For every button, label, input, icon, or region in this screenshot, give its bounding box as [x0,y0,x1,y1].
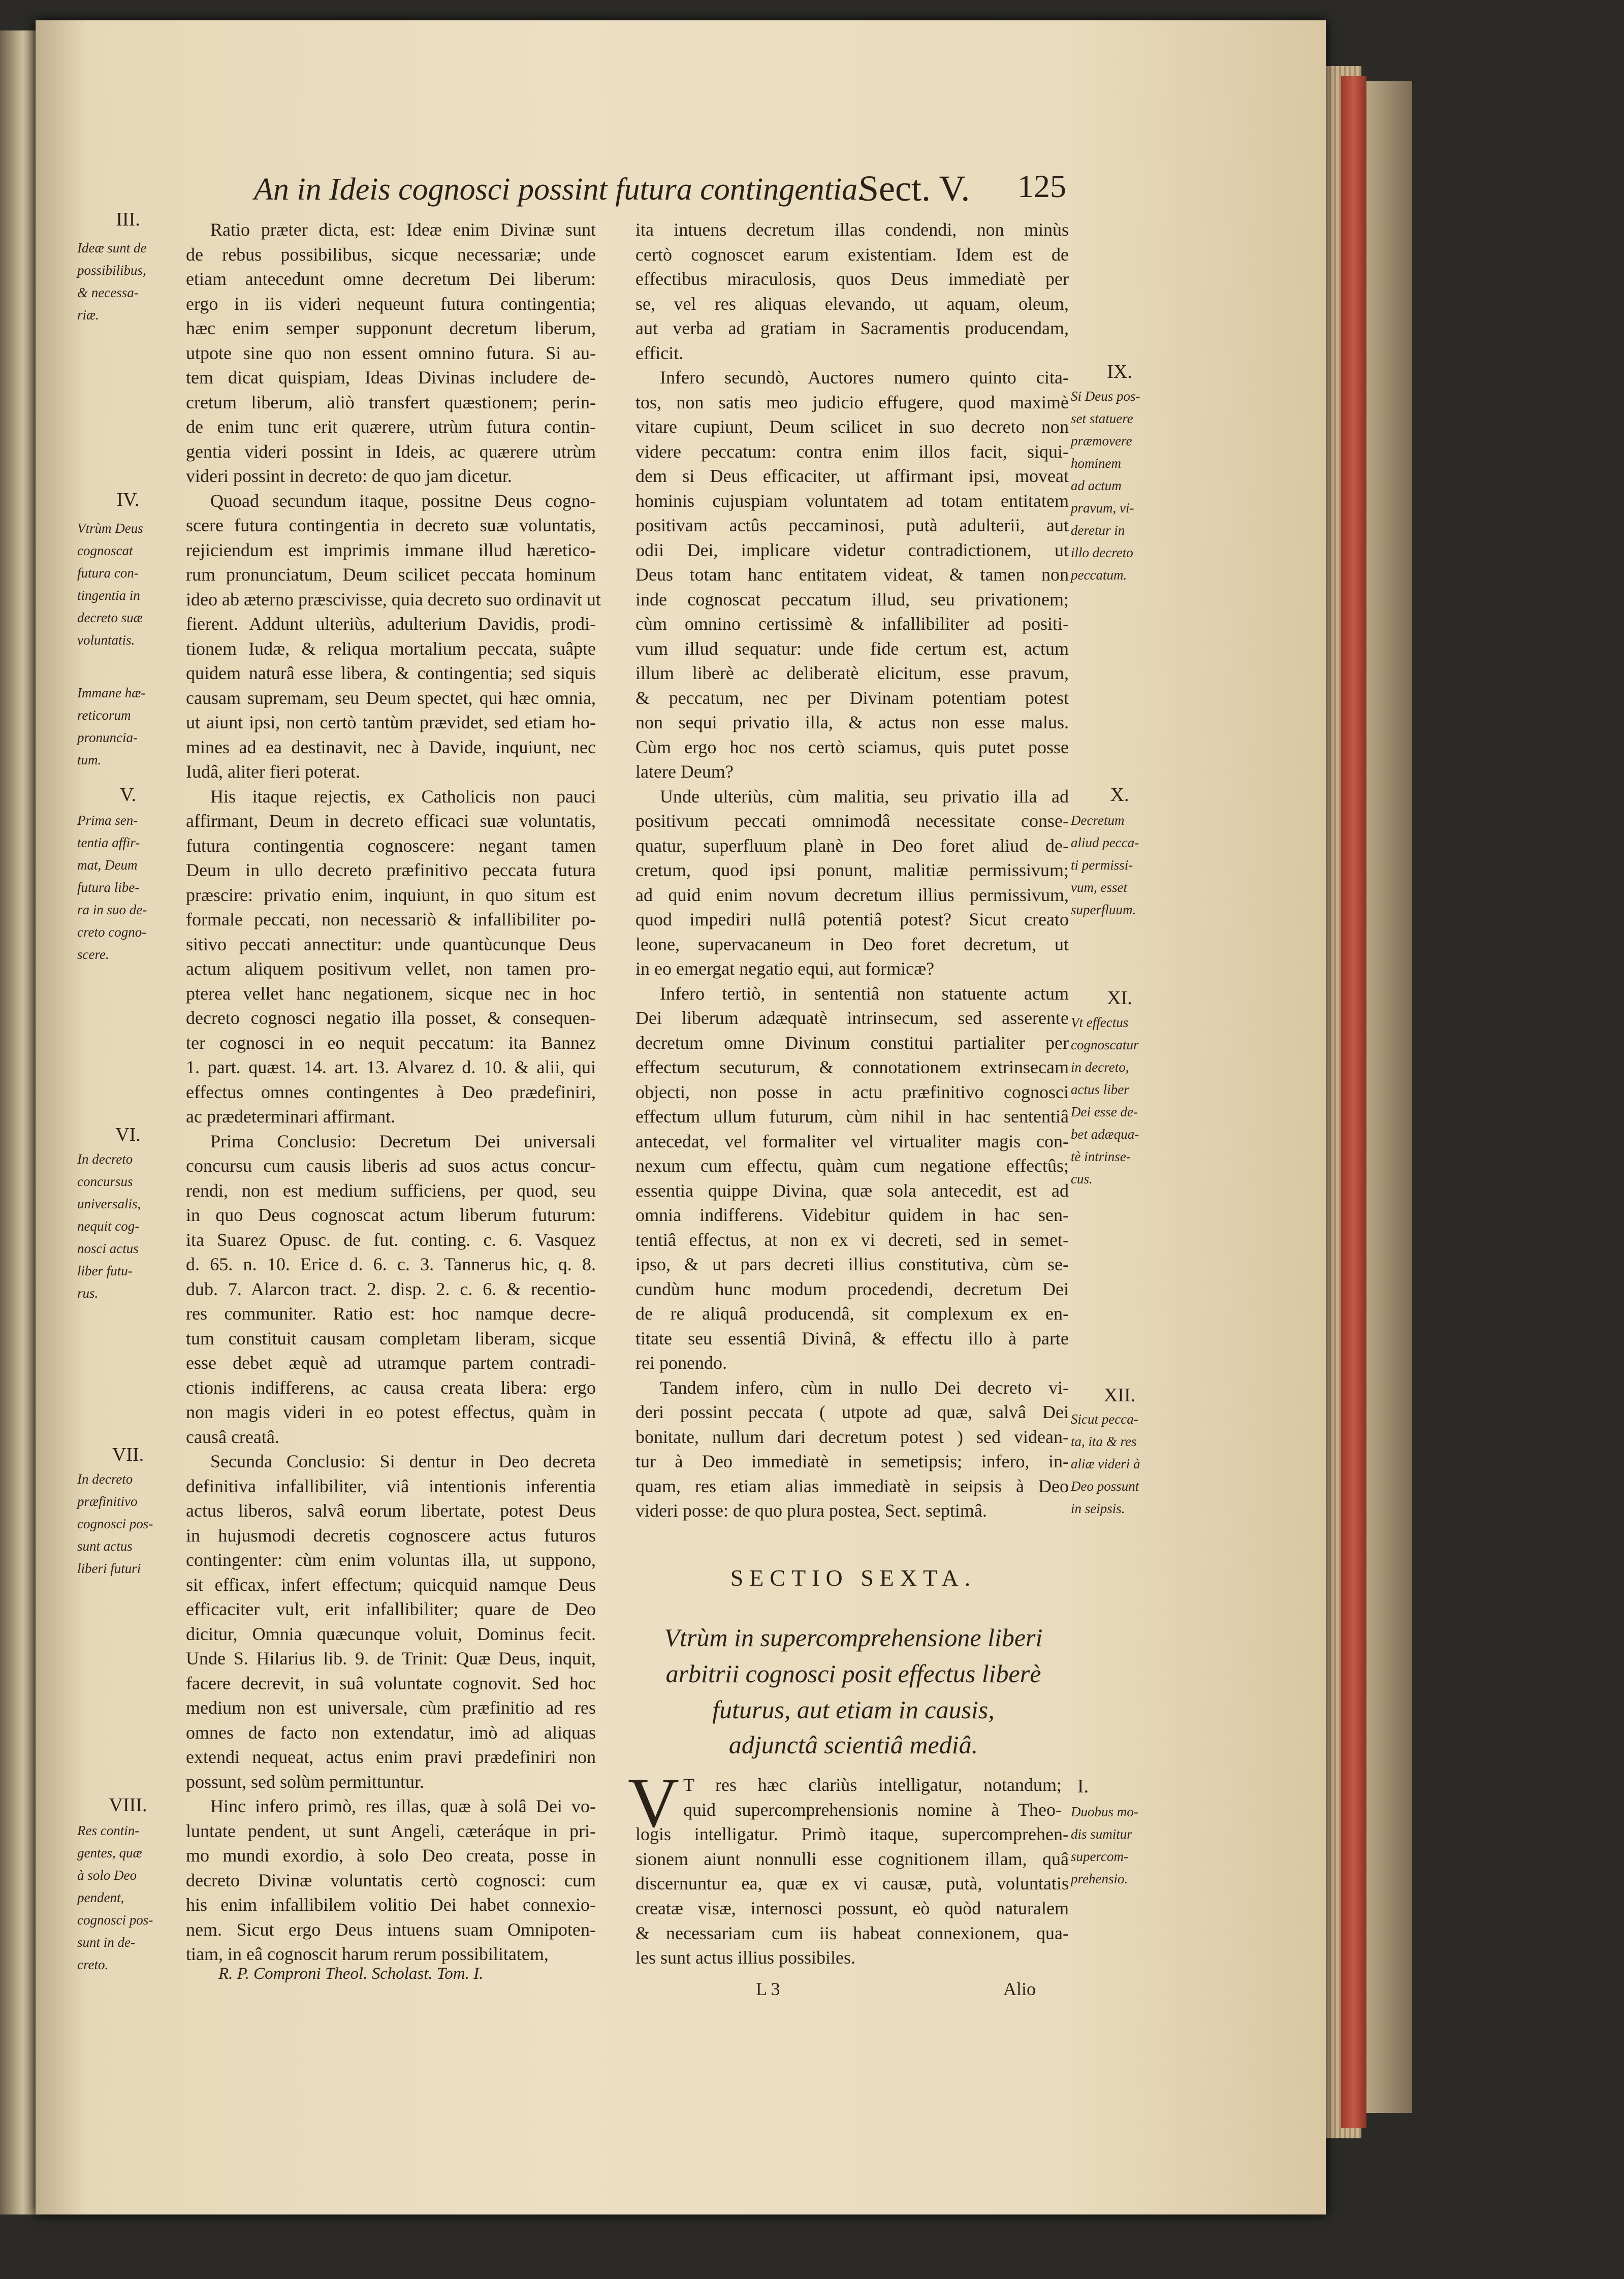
text-line: nexum cum effectu, quàm cum negatione effectûs; [635,1155,1069,1176]
text-line: ergo in iis videri nequeunt futura contingentia; [186,293,596,314]
margin-note-line: illo decreto [1071,545,1133,560]
text-line: tionem Iudæ, & reliqua mortalium peccata, suâpte [186,638,596,659]
margin-note-line: Si Deus pos- [1071,389,1140,404]
text-line: vitare cupiunt, Deum scilicet in suo decreto non [635,416,1069,437]
text-line: cundùm hunc modum procedendi, decretum Dei [635,1278,1069,1299]
margin-note-line: voluntatis. [77,632,135,648]
margin-note-line: cognosci pos- [77,1912,153,1928]
margin-note-line: tentia affir- [77,835,140,850]
margin-note-line: In decreto [77,1151,133,1167]
text-line: vum illud sequatur: unde fide certum est, actum [635,638,1069,659]
text-line: in hujusmodi decretis cognoscere actus futuros [186,1525,596,1546]
margin-note-line: deretur in [1071,523,1125,538]
margin-note-line: futura con- [77,565,139,581]
margin-note-line: mat, Deum [77,857,138,873]
margin-note-line: prehensio. [1071,1871,1128,1886]
text-line: non sequi privatio illa, & actus non esse malus. [635,712,1069,732]
text-line: sitivo peccati annectitur: unde quantùcunque Deus [186,934,596,954]
margin-note-line: creto cogno- [77,924,147,940]
text-line: possunt, sed solùm permittuntur. [186,1771,425,1792]
margin-note-line: liberi futuri [77,1561,141,1576]
text-line: tentiâ effectus, at non ex vi decreti, sed in semet- [635,1229,1069,1250]
text-line: titate seu essentiâ Divinâ, & effectu illo à parte [635,1328,1069,1349]
text-line: Quoad secundum itaque, possitne Deus cogno- [210,490,596,511]
text-line: objecti, non posse in actu præfinitivo cognosci [635,1081,1069,1102]
margin-note-line: creto. [77,1957,109,1972]
margin-note-line: pronuncia- [77,730,138,745]
text-line: videri posse: de quo plura postea, Sect. septimâ. [635,1500,987,1521]
text-line: Dei liberum adæquatè intrinsecum, sed asserente [635,1008,1069,1028]
text-line: res communiter. Ratio est: hoc namque decre- [186,1303,596,1324]
text-line: ter cognosci in eo nequit peccatum: ita Bannez [186,1032,596,1053]
margin-note-line: superfluum. [1071,902,1136,917]
catchword: Alio [1003,1979,1036,1999]
margin-note-line: cognoscat [77,543,133,558]
text-line: rejiciendum est imprimis immane illud hæretico- [186,539,596,560]
margin-note-line: præmovere [1071,433,1132,448]
margin-note-line: futura libe- [77,880,140,895]
margin-note-line: riæ. [77,307,99,323]
margin-note-line: Ideæ sunt de [77,240,147,255]
text-line: in quo Deus cognoscat actum liberum futurum: [186,1205,596,1225]
text-line: dicitur, Omnia quæcunque voluit, Dominus fecit. [186,1623,596,1644]
text-line: d. 65. n. 10. Erice d. 6. c. 3. Tannerus hic, q. 8. [186,1254,596,1274]
book-red-edge [1341,76,1366,2128]
text-line: essentia quippe Divina, quæ sola antecedit, est ad [635,1180,1069,1201]
book-cover-edge [1366,81,1412,2113]
text-line: tos, non satis meo judicio effugere, quod maximè [635,392,1069,412]
margin-note-line: aliæ videri à [1071,1456,1140,1471]
text-line: quam, res etiam alias immediatè in seipsis à Deo [635,1475,1069,1496]
text-line: bonitate, nullum dari decretum potest ) sed videan- [635,1426,1069,1447]
text-line: Unde ulteriùs, cùm malitia, seu privatio illa ad [660,786,1069,807]
running-title: An in Ideis cognosci possint futura contingentia. [254,172,866,207]
margin-note-line: Decretum [1071,813,1125,828]
text-line: se, vel res aliquas elevando, ut aquam, oleum, [635,293,1069,314]
margin-note-line: Res contin- [77,1823,140,1838]
text-line: contingenter: cùm enim voluntas illa, ut suppono, [186,1550,596,1570]
text-line: causâ creatâ. [186,1426,279,1447]
text-line: ita intuens decretum illas condendi, non minùs [635,219,1069,240]
margin-note-line: supercom- [1071,1849,1128,1864]
text-line: ita Suarez Opusc. de fut. conting. c. 6. Vasquez [186,1229,596,1250]
margin-note-line: decreto suæ [77,610,143,625]
text-line: tem dicat quispiam, Ideas Divinas includere de- [186,367,596,388]
text-line: sionem aiunt nonnulli esse cognitionem illam, quâ [635,1848,1069,1869]
margin-note-line: bet adæqua- [1071,1127,1139,1142]
margin-note-line: in decreto, [1071,1060,1129,1075]
text-line: sit efficax, infert effectum; quicquid namque Deus [186,1574,596,1595]
margin-section-number: X. [1110,784,1129,806]
margin-note-line: & necessa- [77,285,139,300]
text-line: facere decrevit, in suâ voluntate cognovit. Sed hoc [186,1673,596,1693]
text-line: Deum in ullo decreto præfinitivo peccata futura [186,860,596,880]
margin-note-line: pravum, vi- [1071,500,1134,516]
margin-note-line: Duobus mo- [1071,1804,1138,1819]
adjacent-page-edge [0,30,38,2214]
margin-note-line: vum, esset [1071,880,1127,895]
text-line: de enim tunc erit quærere, utrùm futura contin- [186,416,596,437]
text-line: extendi nequeat, actus enim pravi prædefiniri non [186,1747,596,1767]
margin-note-line: universalis, [77,1196,141,1211]
text-line: omnes de facto non extendatur, imò ad aliquas [186,1722,596,1743]
text-line: antecedat, vel formaliter vel virtualiter magis con- [635,1131,1069,1151]
text-line: effectibus miraculosis, quos Deus immediatè per [635,269,1069,289]
section-title-line: Vtrùm in supercomprehensione liberi [664,1623,1043,1652]
section-title-line: arbitrii cognosci posit effectus liberè [665,1659,1041,1688]
text-line: ideo ab æterno præscivisse, quia decreto suo ordinavit ut [186,589,601,609]
text-line: utpote sine quo non essent omnino futura. Si au- [186,342,596,363]
text-line: dub. 7. Alarcon tract. 2. disp. 2. c. 6. & recentio- [186,1278,596,1299]
text-line: latere Deum? [635,761,734,782]
margin-note-line: hominem [1071,456,1121,471]
margin-note-line: tingentia in [77,588,140,603]
text-line: medium non est universale, cùm præfinitio ad res [186,1697,596,1718]
margin-note-line: liber futu- [77,1263,133,1278]
section-title-line: futurus, aut etiam in causis, [712,1695,995,1724]
margin-section-number: IX. [1107,361,1132,382]
text-line: formale peccati, non necessariò & infallibiliter po- [186,909,596,929]
text-line: logis intelligatur. Primò itaque, supercomprehen- [635,1824,1069,1845]
text-line: scere futura contingentia in decreto suæ voluntatis, [186,515,596,535]
text-line: præscire: privatio enim, inquiunt, in quo situm est [186,884,596,905]
text-line: definitiva infallibiliter, viâ intentionis inferentia [186,1475,596,1496]
text-line: quid supercomprehensionis nomine à Theo- [683,1799,1062,1820]
margin-note-line: dis sumitur [1071,1826,1132,1842]
text-line: his enim infallibilem volitio Dei habet connexio- [186,1895,596,1915]
margin-note-line: sunt in de- [77,1935,135,1950]
text-line: inde cognoscat peccatum illud, seu privationem; [635,589,1069,609]
margin-note-line: nosci actus [77,1241,139,1256]
text-line: concursu cum causis liberis ad suos actus concur- [186,1155,596,1176]
margin-note-line: Deo possunt [1071,1479,1139,1494]
text-line: discernuntur ea, quæ ex vi causæ, putà, voluntatis [635,1873,1069,1894]
margin-section-number: VI. [115,1124,141,1145]
text-line: ctionis indifferens, ac causa creata libera: ergo [186,1377,596,1398]
margin-note-line: possibilibus, [77,263,146,278]
text-line: videri possint in decreto: de quo jam dicetur. [186,466,512,486]
text-line: efficit. [635,342,684,363]
text-line: certò cognoscet earum existentiam. Idem est de [635,244,1069,265]
text-line: aut verba ad gratiam in Sacramentis producendam, [635,318,1069,338]
text-line: Prima Conclusio: Decretum Dei universali [210,1131,596,1151]
text-line: Deus totam hanc entitatem videat, & tamen non [635,564,1069,585]
text-line: quod impediri nullâ potentiâ potest? Sicut creato [635,909,1069,929]
margin-section-number: III. [116,209,140,230]
margin-note-line: peccatum. [1071,567,1127,583]
text-line: causam supremam, seu Deum spectet, qui hæc omnia, [186,687,596,708]
text-line: ipso, & ut pars decreti illius constitutiva, cùm se- [635,1254,1069,1274]
text-line: decretum omne Divinum constitui partialiter per [635,1032,1069,1053]
text-line: ut aiunt ipsi, non certò tantùm prævidet, sed etiam ho- [186,712,596,732]
margin-note-line: tè intrinse- [1071,1149,1131,1164]
margin-note-line: Vtrùm Deus [77,521,143,536]
text-line: T res hæc clariùs intelligatur, notandum; [683,1775,1062,1795]
text-line: mo mundi exordio, à solo Deo creata, posse in [186,1845,596,1866]
text-line: positivum peccati omnimodâ necessitate conse- [635,811,1069,831]
margin-section-number: VIII. [109,1794,147,1816]
margin-note-line: in seipsis. [1071,1501,1125,1516]
margin-section-number: XII. [1103,1385,1136,1406]
margin-note-line: tum. [77,752,102,767]
text-line: rum pronunciatum, Deum scilicet peccata hominum [186,564,596,585]
text-line: effectum ullum futurum, cùm nihil in hac sententiâ [635,1106,1069,1127]
text-line: actus liberos, salvâ eorum libertate, potest Deus [186,1500,596,1521]
text-line: cretum, quod ipsi ponunt, malitiæ permissivum; [635,860,1069,880]
margin-section-number: XI. [1107,987,1132,1009]
text-line: His itaque rejectis, ex Catholicis non pauci [210,786,596,807]
margin-note-line: Vt effectus [1071,1015,1129,1030]
section-title-line: adjunctâ scientiâ mediâ. [728,1730,978,1759]
text-line: Infero secundò, Auctores numero quinto cita- [660,367,1069,388]
signature-mark: L 3 [756,1979,780,1999]
margin-note-line: rus. [77,1286,99,1301]
text-line: nem. Sicut ergo Deus intuens suam Omnipoten- [186,1919,596,1940]
margin-note-line: cognoscatur [1071,1037,1139,1052]
margin-section-number: IV. [116,489,140,510]
footer-author: R. P. Comproni Theol. Scholast. Tom. I. [218,1965,484,1983]
text-line: effectus omnes contingentes à Deo prædefiniri, [186,1081,596,1102]
margin-note-line: cus. [1071,1171,1093,1186]
text-line: dem si Deus efficaciter, ut affirmant ipsi, moveat [635,466,1069,486]
margin-note-line: reticorum [77,708,131,723]
text-line: tur à Deo immediatè in semetipsis; infero, in- [635,1451,1069,1471]
margin-section-number: I. [1077,1776,1089,1797]
text-line: efficaciter vult, erit infallibiliter; quare de Deo [186,1599,596,1619]
text-line: leone, supervacaneum in Deo foret decretum, ut [635,934,1069,954]
margin-note-line: Prima sen- [77,813,138,828]
text-line: decreto Divinæ voluntatis certò cognosci: cum [186,1870,596,1890]
drop-cap: V [628,1763,680,1842]
margin-note-line: cognosci pos- [77,1516,153,1531]
text-line: rei ponendo. [635,1353,727,1373]
text-line: deri possint peccata ( utpote ad quæ, salvâ Dei [635,1402,1069,1422]
margin-note-line: set statuere [1071,411,1133,426]
margin-note-line: aliud pecca- [1071,835,1139,850]
text-line: Hinc infero primò, res illas, quæ à solâ Dei vo- [210,1796,596,1816]
text-line: etiam antecedunt omne decretum Dei liberum: [186,269,596,289]
text-line: tum constituit causam completam liberam, sicque [186,1328,596,1349]
text-line: Cùm ergo hoc nos certò sciamus, quis putet posse [635,736,1069,757]
text-line: quidem naturâ esse libera, & contingentia; sed siquis [186,663,596,683]
section-label: Sect. V. [858,168,970,209]
text-line: Tandem infero, cùm in nullo Dei decreto vi- [660,1377,1069,1398]
text-line: positivam actûs peccaminosi, putà adulterii, aut [635,515,1069,535]
text-line: affirmant, Deum in decreto efficaci suæ voluntatis, [186,811,596,831]
margin-note-line: gentes, quæ [77,1845,142,1860]
section-heading: SECTIO SEXTA. [730,1565,977,1591]
text-line: decreto cognosci negatio illa posset, & consequen- [186,1008,596,1028]
text-line: Ratio præter dicta, est: Ideæ enim Divinæ sunt [210,219,596,240]
text-line: Iudâ, aliter fieri poterat. [186,761,360,782]
text-line: ac prædeterminari affirmant. [186,1106,396,1127]
text-line: effectum secuturum, & connotationem extrinsecam [635,1057,1069,1077]
text-line: esse debet æquè ad utramque partem contradi- [186,1353,596,1373]
margin-note-line: Dei esse de- [1071,1104,1138,1119]
text-line: 1. part. quæst. 14. art. 13. Alvarez d. 10. & alii, qui [186,1057,596,1077]
text-line: fierent. Addunt ulteriùs, adulterium Davidis, prodi- [186,614,596,634]
margin-note-line: Immane hæ- [77,685,146,700]
text-line: Unde S. Hilarius lib. 9. de Trinit: Quæ Deus, inquit, [186,1648,596,1668]
margin-note-line: ti permissi- [1071,857,1133,873]
text-line: videre peccatum: contra enim illos facit, siqui- [635,441,1069,462]
margin-note-line: In decreto [77,1471,133,1487]
margin-note-line: scere. [77,947,109,962]
text-line: rendi, non est medium sufficiens, per quod, seu [186,1180,596,1201]
text-line: cretum liberum, aliò transfert quæstionem; perin- [186,392,596,412]
page-number: 125 [1017,168,1066,204]
margin-section-number: V. [119,784,137,806]
margin-note-line: sunt actus [77,1538,133,1554]
text-line: & necessariam cum iis habeat connexionem, qua- [635,1922,1069,1943]
text-line: mines ad ea destinavit, nec à Davide, inquiunt, nec [186,736,596,757]
text-line: illum liberè ac deliberatè elicitum, esse pravum, [635,663,1069,683]
margin-section-number: VII. [112,1444,144,1465]
text-line: cùm omnino certissimè & infallibiliter ad positi- [635,614,1069,634]
text-line: & peccatum, nec per Divinam potentiam potest [635,687,1069,708]
text-line: actum aliquem positivum vellet, non tamen pro- [186,958,596,979]
text-line: hæc enim semper supponunt decretum liberum, [186,318,596,338]
text-line: in eo emergat negatio equi, aut formicæ? [635,958,935,979]
text-line: hominis cujuspiam voluntatem ad totam entitatem [635,490,1069,511]
margin-note-line: Sicut pecca- [1071,1411,1138,1427]
text-line: Secunda Conclusio: Si dentur in Deo decreta [210,1451,596,1471]
margin-note-line: pendent, [77,1890,124,1905]
margin-note-line: concursus [77,1174,133,1189]
text-line: omnia indifferens. Videbitur quidem in hac sen- [635,1205,1069,1225]
text-line: gentia videri possint in Ideis, ac quærere utrùm [186,441,596,462]
text-line: Infero tertiò, in sententiâ non statuente actum [660,983,1069,1004]
text-line: tiam, in eâ cognoscit harum rerum possibilitatem, [186,1944,549,1964]
text-line: non magis videri in eo potest effectus, quàm in [186,1402,596,1422]
margin-note-line: ad actum [1071,478,1122,493]
text-line: pterea vellet hanc negationem, sicque nec in hoc [186,983,596,1004]
margin-note-line: præfinitivo [77,1494,138,1509]
margin-note-line: ta, ita & res [1071,1434,1137,1449]
text-line: futura contingentia cognoscere: negant tamen [186,835,596,856]
text-line: odii Dei, implicare videtur contradictionem, ut [635,539,1069,560]
text-line: luntate pendent, ut sunt Angeli, cæteráque in pri- [186,1820,596,1841]
margin-note-line: à solo Deo [77,1868,137,1883]
text-line: de re aliquâ producendâ, sit complexum ex en- [635,1303,1069,1324]
margin-note-line: nequit cog- [77,1218,140,1234]
margin-note-line: ra in suo de- [77,902,147,917]
margin-note-line: actus liber [1071,1082,1129,1097]
text-line: les sunt actus illius possibiles. [635,1947,856,1968]
text-line: de rebus possibilibus, sicque necessariæ; unde [186,244,596,265]
text-line: creatæ visæ, internosci possunt, eò quòd naturalem [635,1898,1069,1918]
text-line: quatur, superfluum planè in Deo foret aliud de- [635,835,1069,856]
text-line: ad quid enim novum decretum illius permissivum, [635,884,1069,905]
